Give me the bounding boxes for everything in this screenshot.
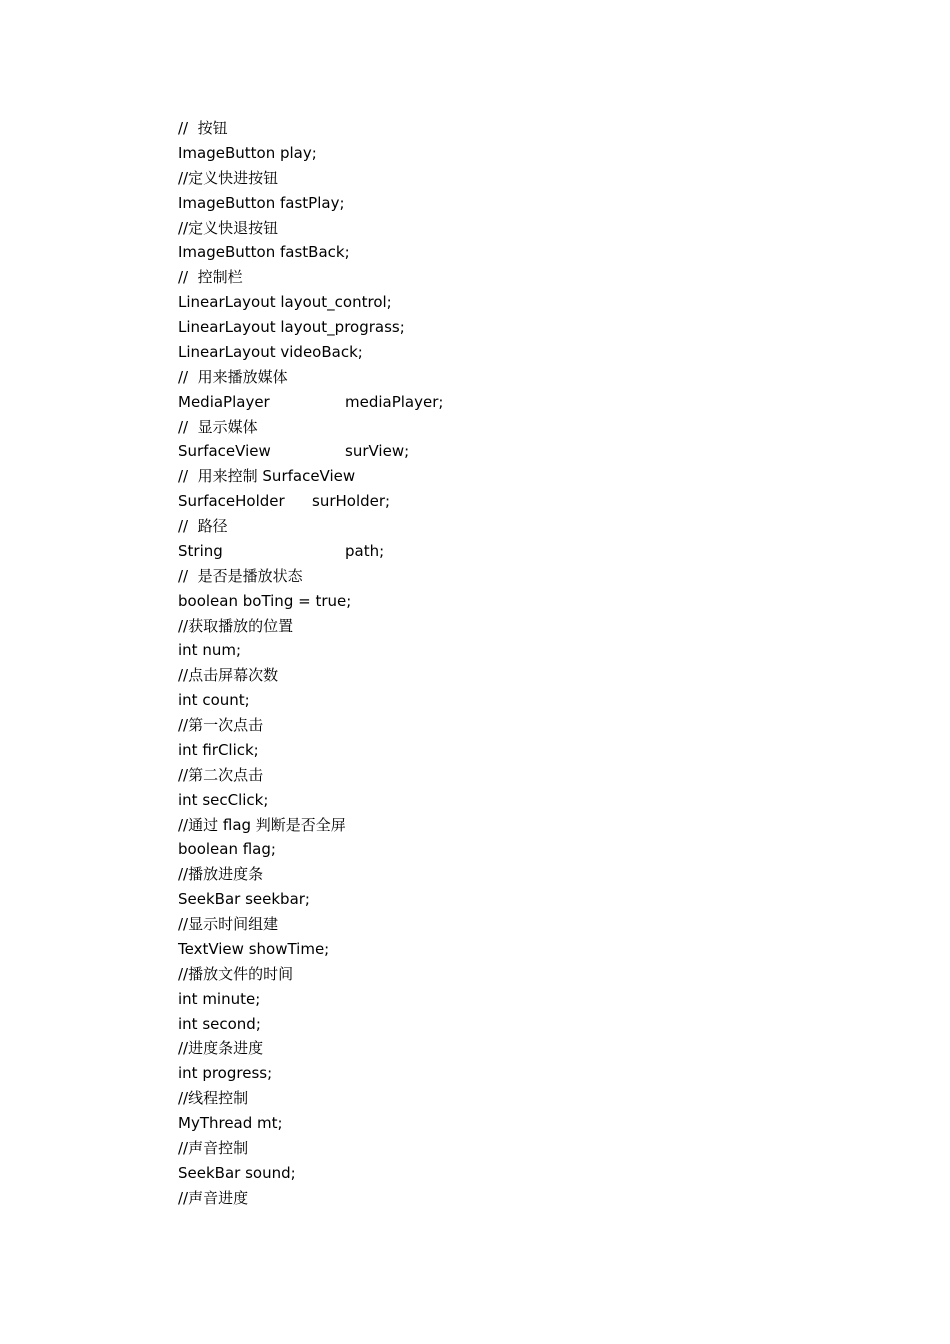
comment-line: // 控制栏 xyxy=(178,268,243,287)
comment-line: // 按钮 xyxy=(178,119,228,137)
comment-line: //通过 flag 判断是否全屏 xyxy=(178,815,346,834)
comment-line: //播放进度条 xyxy=(178,865,264,884)
code-line: SeekBar sound; xyxy=(178,1163,296,1182)
comment-line: //线程控制 xyxy=(178,1089,249,1108)
declaration-name: path; xyxy=(345,541,385,560)
code-line: SeekBar seekbar; xyxy=(178,890,310,909)
comment-line: // 用来控制 SurfaceView xyxy=(178,467,356,486)
comment-line: //声音控制 xyxy=(178,1138,249,1157)
comment-line: //第二次点击 xyxy=(178,765,264,784)
code-line: boolean boTing = true; xyxy=(178,591,352,610)
comment-line: //进度条进度 xyxy=(178,1039,264,1058)
code-line: ImageButton fastPlay; xyxy=(178,193,345,212)
code-line xyxy=(178,390,878,415)
comment-line: // 路径 xyxy=(178,517,228,535)
comment-line: // 显示媒体 xyxy=(178,417,258,436)
comment-line: // 是否是播放状态 xyxy=(178,566,303,585)
declaration-type: String xyxy=(178,541,223,560)
code-line xyxy=(178,489,878,514)
code-line: MyThread mt; xyxy=(178,1114,283,1132)
declaration-type: SurfaceView xyxy=(178,442,271,461)
comment-line: //显示时间组建 xyxy=(178,915,279,933)
comment-line: //定义快退按钮 xyxy=(178,218,279,237)
comment-line: //第一次点击 xyxy=(178,716,264,734)
code-line: TextView showTime; xyxy=(178,939,330,958)
comment-line: //点击屏幕次数 xyxy=(178,666,279,685)
declaration-name: mediaPlayer; xyxy=(345,392,444,411)
code-line xyxy=(178,539,878,564)
code-line: int secClick; xyxy=(178,790,269,809)
comment-line: // 用来播放媒体 xyxy=(178,367,288,386)
comment-line: //播放文件的时间 xyxy=(178,964,294,983)
code-line xyxy=(178,439,878,464)
code-line: int firClick; xyxy=(178,740,259,759)
code-line: int num; xyxy=(178,641,242,660)
comment-line: //定义快进按钮 xyxy=(178,168,279,187)
code-listing xyxy=(178,116,878,1211)
code-line: int count; xyxy=(178,691,250,710)
code-line: ImageButton fastBack; xyxy=(178,243,350,262)
declaration-name: surView; xyxy=(345,442,410,461)
comment-line: //声音进度 xyxy=(178,1188,249,1207)
code-line: LinearLayout layout_control; xyxy=(178,293,392,312)
code-line: LinearLayout layout_prograss; xyxy=(178,318,405,336)
code-line: LinearLayout videoBack; xyxy=(178,342,363,361)
code-line: ImageButton play; xyxy=(178,143,317,162)
declaration-type: MediaPlayer xyxy=(178,392,270,411)
declaration-name: surHolder; xyxy=(312,492,391,511)
code-line: boolean flag; xyxy=(178,840,276,859)
declaration-type: SurfaceHolder xyxy=(178,492,285,511)
comment-line: //获取播放的位置 xyxy=(178,616,294,635)
code-line: int second; xyxy=(178,1014,261,1033)
code-line: int progress; xyxy=(178,1064,273,1083)
code-line: int minute; xyxy=(178,989,261,1008)
